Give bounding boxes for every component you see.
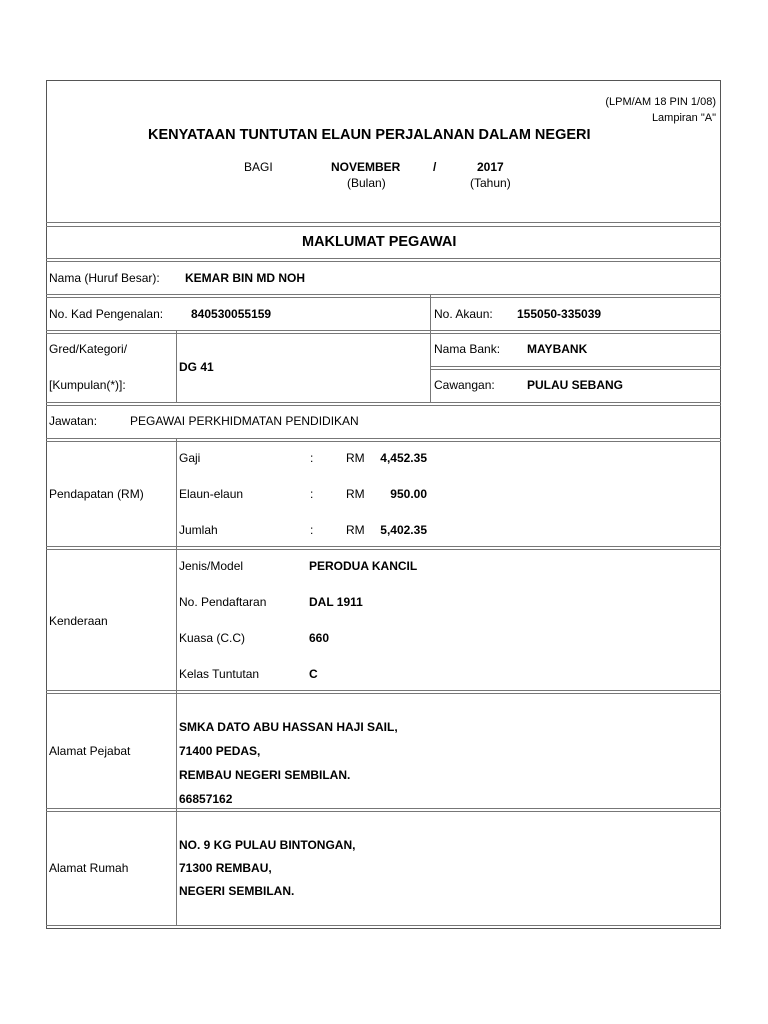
office-address-line: SMKA DATO ABU HASSAN HAJI SAIL, <box>179 720 398 734</box>
form-border <box>46 80 721 929</box>
attachment-label: Lampiran "A" <box>651 112 716 124</box>
position-value: PEGAWAI PERKHIDMATAN PENDIDIKAN <box>130 414 359 428</box>
home-address-line: NEGERI SEMBILAN. <box>179 884 295 898</box>
engine-cc-value: 660 <box>309 631 330 645</box>
divider <box>46 294 721 295</box>
currency: RM <box>346 487 365 501</box>
name-label: Nama (Huruf Besar): <box>49 271 160 285</box>
total-amount: 5,402.35 <box>380 523 427 537</box>
currency: RM <box>346 451 365 465</box>
group-label: [Kumpulan(*)]: <box>49 378 126 392</box>
income-label: Pendapatan (RM) <box>49 487 144 501</box>
year-caption: (Tahun) <box>470 176 511 190</box>
divider <box>46 441 721 442</box>
year-value: 2017 <box>477 160 504 174</box>
branch-label: Cawangan: <box>434 378 495 392</box>
vehicle-label: Kenderaan <box>49 614 108 628</box>
claim-class-label: Kelas Tuntutan <box>179 667 260 681</box>
divider <box>46 808 721 809</box>
account-value: 155050-335039 <box>517 307 602 321</box>
divider <box>176 331 177 403</box>
bank-label: Nama Bank: <box>434 342 501 356</box>
page-title: KENYATAAN TUNTUTAN ELAUN PERJALANAN DALAM NEGERI <box>148 127 591 143</box>
office-address-line: REMBAU NEGERI SEMBILAN. <box>179 768 351 782</box>
home-address-label: Alamat Rumah <box>49 861 129 875</box>
salary-amount: 4,452.35 <box>380 451 427 465</box>
registration-label: No. Pendaftaran <box>179 595 267 609</box>
divider <box>46 405 721 406</box>
ic-label: No. Kad Pengenalan: <box>49 307 164 321</box>
grade-label: Gred/Kategori/ <box>49 342 128 356</box>
divider <box>46 333 721 334</box>
divider <box>46 222 721 223</box>
bank-value: MAYBANK <box>527 342 588 356</box>
period-separator: / <box>433 160 437 174</box>
colon: : <box>310 523 314 537</box>
divider <box>46 693 721 694</box>
divider <box>46 925 721 926</box>
divider <box>46 438 721 439</box>
engine-cc-label: Kuasa (C.C) <box>179 631 246 645</box>
section-title: MAKLUMAT PEGAWAI <box>302 234 457 250</box>
month-caption: (Bulan) <box>347 176 386 190</box>
divider <box>46 549 721 550</box>
divider <box>46 546 721 547</box>
divider <box>46 226 721 227</box>
divider <box>176 439 177 926</box>
account-label: No. Akaun: <box>434 307 493 321</box>
colon: : <box>310 487 314 501</box>
name-value: KEMAR BIN MD NOH <box>185 271 305 285</box>
allowance-label: Elaun-elaun <box>179 487 244 501</box>
colon: : <box>310 451 314 465</box>
office-phone: 66857162 <box>179 792 233 806</box>
vehicle-model-label: Jenis/Model <box>179 559 244 573</box>
divider <box>46 811 721 812</box>
home-address-line: 71300 REMBAU, <box>179 861 272 875</box>
grade-value: DG 41 <box>179 360 214 374</box>
divider <box>430 366 721 367</box>
claim-class-value: C <box>309 667 318 681</box>
branch-value: PULAU SEBANG <box>527 378 624 392</box>
divider <box>46 261 721 262</box>
divider <box>46 330 721 331</box>
divider <box>430 295 431 403</box>
position-label: Jawatan: <box>49 414 98 428</box>
total-label: Jumlah <box>179 523 218 537</box>
allowance-amount: 950.00 <box>390 487 427 501</box>
form-reference: (LPM/AM 18 PIN 1/08) <box>605 96 716 108</box>
salary-label: Gaji <box>179 451 201 465</box>
vehicle-model-value: PERODUA KANCIL <box>309 559 418 573</box>
office-address-line: 71400 PEDAS, <box>179 744 261 758</box>
bagi-label: BAGI <box>244 160 273 174</box>
divider <box>46 690 721 691</box>
ic-value: 840530055159 <box>191 307 272 321</box>
divider <box>430 369 721 370</box>
month-value: NOVEMBER <box>331 160 401 174</box>
office-address-label: Alamat Pejabat <box>49 744 131 758</box>
divider <box>46 402 721 403</box>
divider <box>46 297 721 298</box>
registration-value: DAL 1911 <box>309 595 363 609</box>
home-address-line: NO. 9 KG PULAU BINTONGAN, <box>179 838 356 852</box>
divider <box>46 258 721 259</box>
currency: RM <box>346 523 365 537</box>
